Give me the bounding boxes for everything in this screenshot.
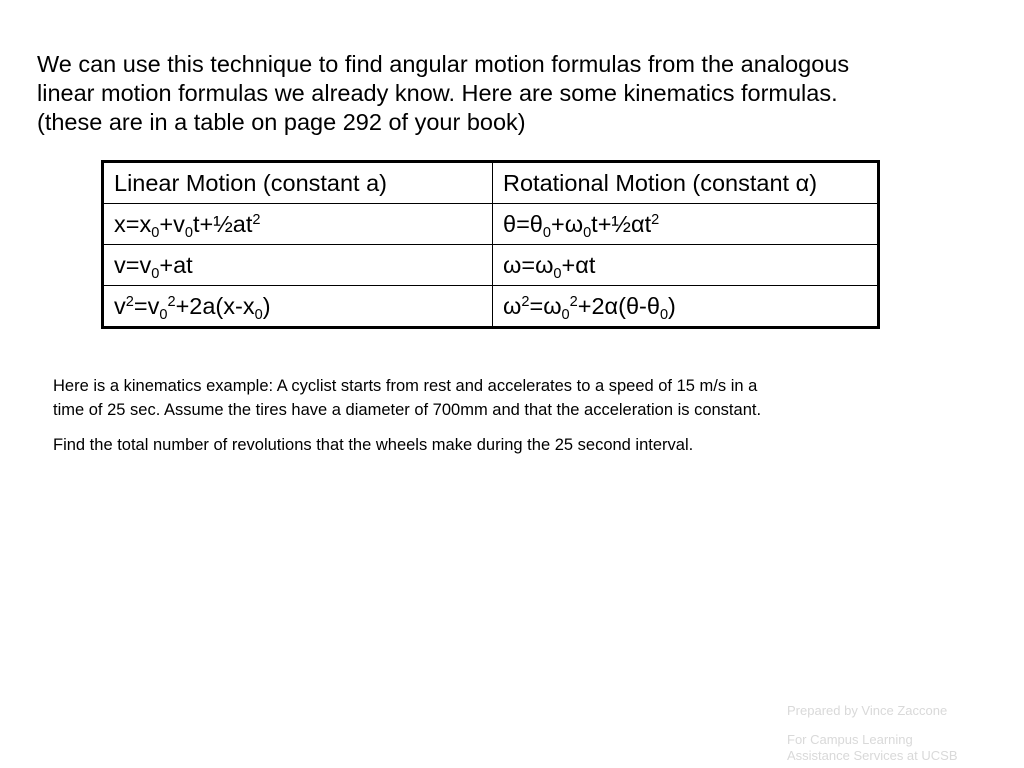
kinematics-example bbox=[53, 374, 933, 457]
table-row bbox=[103, 204, 879, 245]
example-question-text: Find the total number of revolutions that the wheels make during the 25 second interval. bbox=[53, 436, 694, 454]
table-row bbox=[103, 286, 879, 328]
velocity-squared-formula-linear: $v^2=v_0^2+2a(x-x_0)$ bbox=[103, 286, 493, 328]
credits-footer bbox=[787, 703, 1017, 764]
velocity-formula-linear: $v=v_0+at$ bbox=[103, 245, 493, 286]
intro-line: We can use this technique to find angular motion formulas from the analogous bbox=[37, 51, 850, 77]
position-formula-linear: $x=x_0+v_0t+\frac{1}{2}at^2$ bbox=[103, 204, 493, 245]
header-linear-motion: Linear Motion (constant a) bbox=[103, 162, 493, 204]
intro-line: linear motion formulas we already know. Here are some kinematics formulas. bbox=[37, 80, 838, 106]
position-formula-rotational: $\theta=\theta_0+\omega_0t+\frac{1}{2}\alpha t^2$ bbox=[493, 204, 879, 245]
table-header-row bbox=[103, 162, 879, 204]
header-rotational-motion: Rotational Motion (constant α) bbox=[493, 162, 879, 204]
organization-text: For Campus Learning Assistance Services at UCSB bbox=[787, 732, 958, 763]
intro-text bbox=[37, 50, 997, 137]
prepared-by-text: Prepared by Vince Zaccone bbox=[787, 703, 948, 718]
velocity-squared-formula-rotational: $\omega^2=\omega_0^2+2\alpha(\theta-\theta_0)$ bbox=[493, 286, 879, 328]
kinematics-formulas-table bbox=[101, 160, 880, 329]
table-row bbox=[103, 245, 879, 286]
velocity-formula-rotational: $\omega=\omega_0+\alpha t$ bbox=[493, 245, 879, 286]
intro-line: (these are in a table on page 292 of your book) bbox=[37, 109, 526, 135]
example-problem-text: Here is a kinematics example: A cyclist starts from rest and accelerates to a speed of 15 m/s in a time of 25 sec. Assume the tires have a diameter of 700mm and that the acceleration is constant. bbox=[53, 377, 762, 419]
